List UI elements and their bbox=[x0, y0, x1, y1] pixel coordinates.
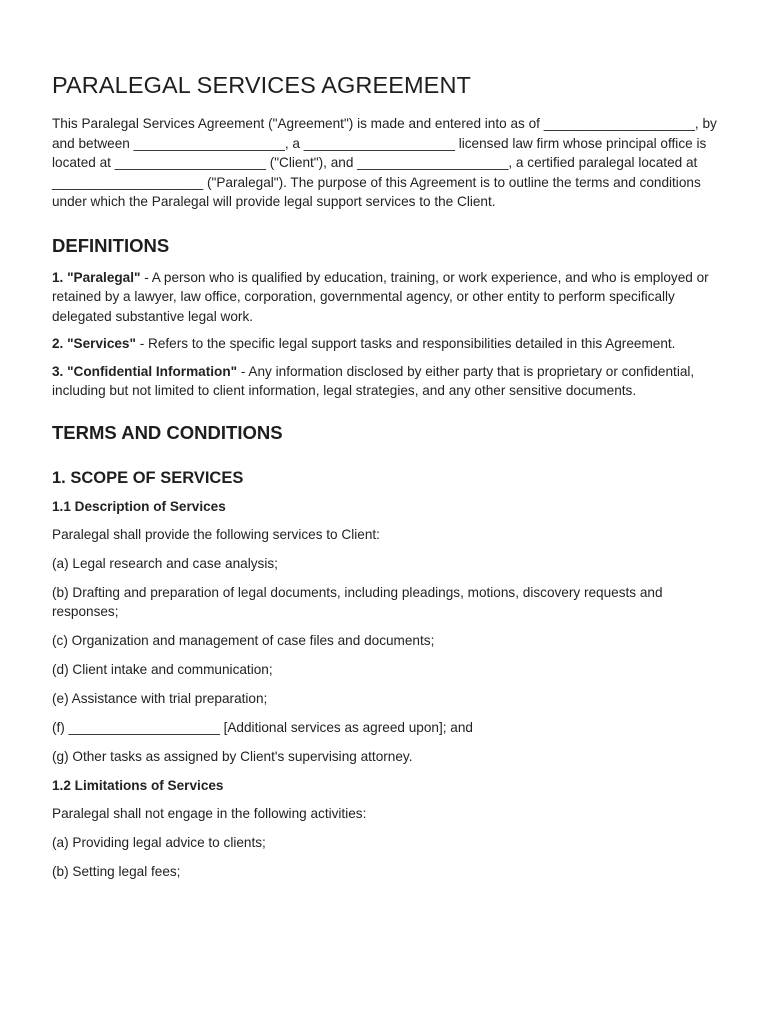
description-lead: Paralegal shall provide the following services to Client: bbox=[52, 526, 380, 542]
list-item: (g) Other tasks as assigned by Client's supervising attorney. bbox=[52, 749, 413, 764]
document-title: PARALEGAL SERVICES AGREEMENT bbox=[52, 72, 471, 98]
list-item: (b) Drafting and preparation of legal documents, including pleadings, motions, discovery requests and responses; bbox=[52, 584, 663, 619]
definitions-heading: DEFINITIONS bbox=[52, 234, 170, 256]
definitions-list bbox=[52, 268, 724, 401]
definition-item bbox=[52, 334, 724, 354]
scope-heading: 1. SCOPE OF SERVICES bbox=[52, 468, 244, 487]
list-item: (b) Setting legal fees; bbox=[52, 864, 181, 879]
terms-heading: TERMS AND CONDITIONS bbox=[52, 421, 283, 443]
document-page bbox=[52, 70, 724, 891]
definition-term: 1. "Paralegal" bbox=[52, 269, 141, 285]
list-item: (a) Legal research and case analysis; bbox=[52, 555, 278, 571]
intro-paragraph: This Paralegal Services Agreement ("Agreement") is made and entered into as of ____________________, by and between ____________________, a ____________________ licensed law firm whose principal office is located at ____________________ ("Client"), and ____________________, a certified paralegal located at ____________________ ("Paralegal"). The purpose of this Agreement is to outline the terms and conditions under which the Paralegal will provide legal support services to the Client. bbox=[52, 116, 717, 209]
list-item: (d) Client intake and communication; bbox=[52, 662, 273, 677]
definition-item bbox=[52, 362, 724, 401]
definition-item bbox=[52, 268, 724, 327]
definition-text: - Any information disclosed by either party that is proprietary or confidential, including but not limited to client information, legal strategies, and any other sensitive documents. bbox=[52, 363, 695, 398]
definition-term: 2. "Services" bbox=[52, 336, 136, 351]
definition-term: 3. "Confidential Information" bbox=[52, 363, 238, 379]
description-heading: 1.1 Description of Services bbox=[52, 498, 226, 514]
limitations-heading: 1.2 Limitations of Services bbox=[52, 778, 224, 793]
list-item: (f) ____________________ [Additional services as agreed upon]; and bbox=[52, 720, 473, 735]
list-item: (e) Assistance with trial preparation; bbox=[52, 691, 268, 706]
definition-text: - Refers to the specific legal support tasks and responsibilities detailed in this Agreement. bbox=[135, 336, 676, 351]
definition-text: - A person who is qualified by education, training, or work experience, and who is employed or retained by a lawyer, law office, corporation, governmental agency, or other entity to perform specifically delegated substantive legal work. bbox=[52, 269, 709, 324]
limitations-lead: Paralegal shall not engage in the following activities: bbox=[52, 806, 367, 821]
list-item: (c) Organization and management of case files and documents; bbox=[52, 633, 435, 648]
list-item: (a) Providing legal advice to clients; bbox=[52, 835, 266, 850]
